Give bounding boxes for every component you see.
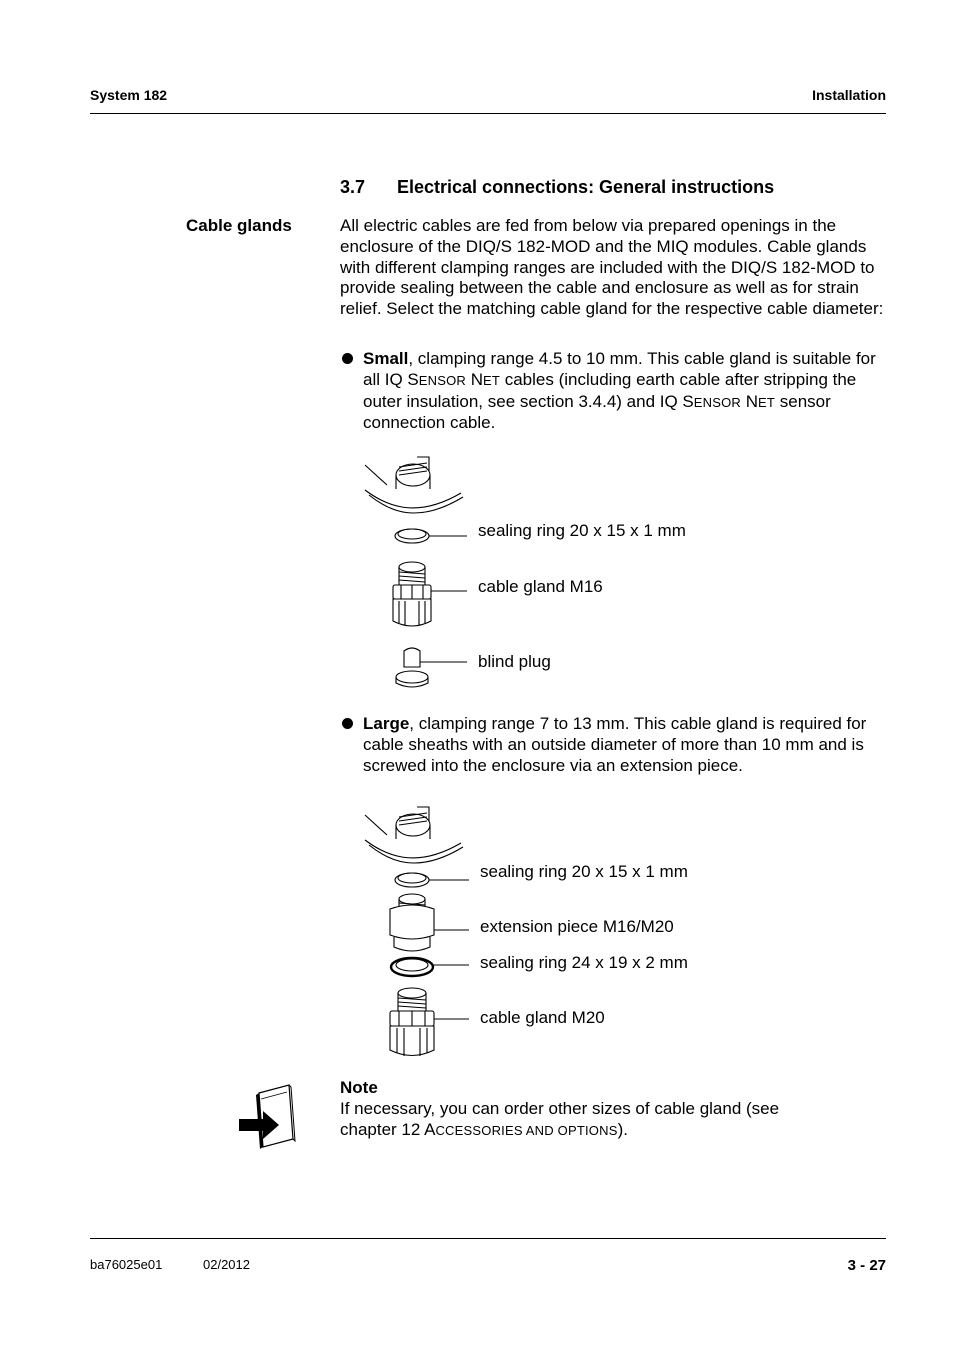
footer-rule: [90, 1238, 886, 1239]
running-header-right: Installation: [812, 87, 886, 103]
enclosure-wall-illustration: [365, 807, 463, 863]
bullet-marker: [342, 353, 353, 364]
large-cable-gland-diagram: [355, 795, 475, 1065]
bullet-marker: [342, 718, 353, 729]
blind-plug-illustration: [396, 648, 428, 687]
label-cable-gland-m20: cable gland M20: [480, 1008, 605, 1027]
footer-date: 02/2012: [203, 1257, 250, 1272]
note-title: Note: [340, 1078, 378, 1097]
bullet-large-term: Large: [363, 714, 410, 733]
running-header-left: System 182: [90, 87, 168, 103]
label-blind-plug: blind plug: [478, 652, 551, 671]
side-label-cable-glands: Cable glands: [186, 216, 292, 235]
label-cable-gland-m16: cable gland M16: [478, 577, 603, 596]
note-book-arrow-icon: [237, 1083, 297, 1153]
bullet-large: Large, clamping range 7 to 13 mm. This cable gland is required for cable sheaths with an outside diameter of more than 10 mm and is screwed into the enclosure via an extension piece.: [363, 714, 867, 775]
footer-doc-id: ba76025e01: [90, 1257, 163, 1272]
label-sealing-ring-20: sealing ring 20 x 15 x 1 mm: [480, 862, 688, 881]
label-sealing-ring-24: sealing ring 24 x 19 x 2 mm: [480, 953, 688, 972]
note-text: If necessary, you can order other sizes of cable gland (see chapter 12 ACCESSORIES AND OPTIONS).: [340, 1099, 780, 1139]
extension-piece-illustration: [390, 894, 434, 951]
cable-gland-m20-illustration: [390, 988, 434, 1056]
cable-gland-m16-illustration: [393, 562, 431, 626]
section-number: 3.7: [340, 177, 366, 197]
header-rule: [90, 113, 886, 114]
bullet-small: Small, clamping range 4.5 to 10 mm. This cable gland is suitable for all IQ SENSOR NET cables (including earth cable after stripping the outer insulation, see section 3.4.4) and IQ SENSOR NET sensor connection cable.: [363, 349, 876, 433]
intro-paragraph: All electric cables are fed from below via prepared openings in the enclosure of the DIQ/S 182-MOD and the MIQ modules. Cable glands with different clamping ranges are included with the DIQ/S 182-MOD to provide sealing between the cable and enclosure as well as for strain relief. Select the matching cable gland for the respective cable diameter:: [340, 216, 884, 319]
enclosure-wall-illustration: [365, 457, 463, 513]
label-sealing-ring-20: sealing ring 20 x 15 x 1 mm: [478, 521, 686, 540]
label-extension-piece: extension piece M16/M20: [480, 917, 674, 936]
bullet-small-term: Small: [363, 349, 409, 368]
section-title: Electrical connections: General instructions: [397, 177, 775, 197]
sealing-ring-illustration: [395, 529, 429, 543]
page-number: 3 - 27: [847, 1257, 886, 1274]
sealing-ring-illustration: [395, 873, 429, 887]
sealing-ring-thick-illustration: [391, 958, 433, 976]
small-cable-gland-diagram: [355, 445, 475, 695]
